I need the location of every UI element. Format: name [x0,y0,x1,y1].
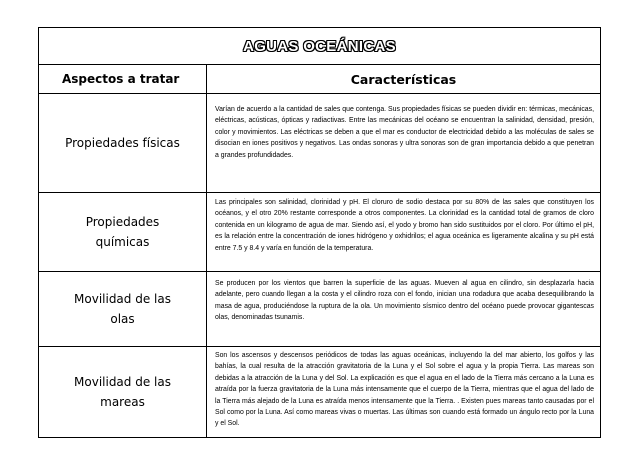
description-cell: Las principales son salinidad, clorinidad y pH. El cloruro de sodio destaca por su 80% de las sales que constituyen los océanos, y el otro 20% restante corresponde a otros componentes. La clorinidad es la cantidad total de gramos de cloro contenida en un kilogramo de agua de mar. Siendo así, el yodo y bromo han sido sustituidos por el cloro. Por último el pH, es la relación entre la concentración de iones hidrógeno y oxhidrilos; el agua oceánica es ligeramente alcalina y su pH está entre 7.5 y 8.4 y varía en función de la temperatura. [215,199,594,252]
aspect-cell [39,272,207,346]
header-characteristics: Características [350,71,457,87]
aspect-label: Propiedades químicas [85,215,160,249]
table-row [39,347,600,437]
characteristics-table [38,27,601,438]
table-row [39,193,600,272]
description-cell: Varían de acuerdo a la cantidad de sales que contenga. Sus propiedades físicas se pueden dividir en: térmicas, mecánicas, eléctricas, acústicas, ópticas y radiactivas. Entre las mecánicas del océano se encuentran la salinidad, densidad, presión, color y movimientos. Las eléctricas se deben a que el mar es conductor de electricidad debido a las moléculas de sales se disocian en iones positivos y negativos. Las ondas sonoras y ultra sonoras son de gran importancia debido a que penetran a grandes profundidades. [215,106,594,159]
aspect-label: Propiedades físicas [65,136,180,150]
header-row [39,65,600,94]
table-row [39,272,600,347]
aspect-cell [39,193,207,271]
description-cell: Se producen por los vientos que barren la superficie de las aguas. Mueven al agua en cilindro, sin desplazarla hacia adelante, pero cuando llegan a la costa y el cilindro roza con el fondo, inician una rodadura que acaba desequilibrando la masa de agua, produciéndose la ruptura de la ola. Un movimiento sísmico dentro del océano puede provocar gigantescas olas, denominadas tsunamis. [215,280,594,322]
table-row [39,94,600,193]
aspect-label: Movilidad de las olas [74,292,171,326]
aspect-cell [39,347,207,437]
title-row [39,28,600,65]
description-cell: Son los ascensos y descensos periódicos de todas las aguas oceánicas, incluyendo la del mar abierto, los golfos y las bahías, la cual resulta de la atracción gravitatoria de la Luna y el Sol sobre el agua y la propia Tierra. Las mareas son debidas a la atracción de la Luna y del Sol. La explicación es que el agua en el lado de la Tierra más cercano a la Luna es atraída por la fuerza gravitatoria de la Luna más intensamente que el cuerpo de la Tierra, mientras que el agua del lado de la Tierra más alejado de la Luna es atraída menos intensamente que la Tierra. . Existen pues mareas tanto causadas por el Sol como por la Luna. Así como mareas vivas o muertas. Las últimas son cuando está formado un ángulo recto por la Luna y el Sol. [215,352,594,428]
page-title: AGUAS OCEÁNICAS [243,37,396,55]
aspect-label: Movilidad de las mareas [74,375,171,409]
header-aspects: Aspectos a tratar [39,65,207,93]
aspect-cell [39,94,207,192]
